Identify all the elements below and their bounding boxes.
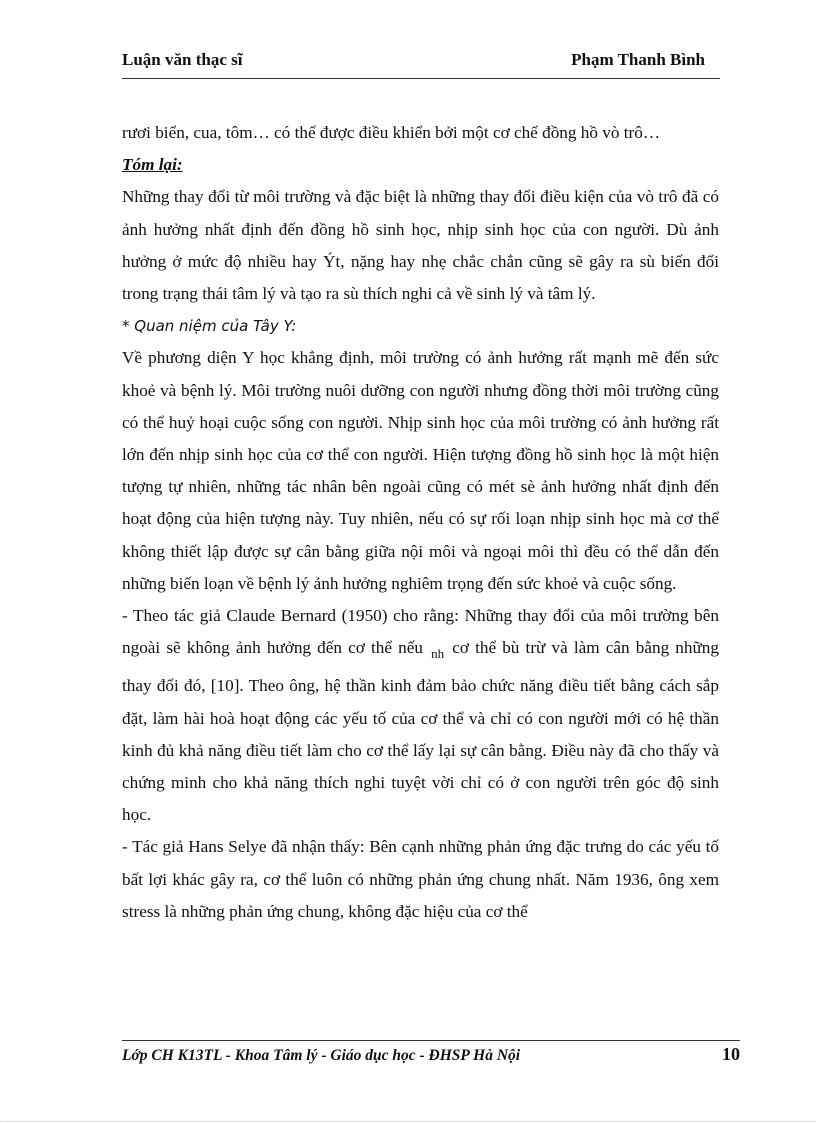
header-thesis-label: Luận văn thạc sĩ	[122, 50, 243, 69]
bernard-paragraph	[122, 600, 719, 831]
intro-paragraph: rươi biển, cua, tôm… có thể được điều khiển bởi một cơ chế đồng hồ vò trô…	[122, 123, 661, 142]
bernard-text-end: cơ thể bù trừ và làm cân bằng những thay đổi đó, [10]. Theo ông, hệ thần kinh đảm bảo chức năng điều tiết bằng cách sắp đặt, làm hài hoà hoạt động các yếu tố của cơ thể và chỉ có con người mới có hệ thần kinh đủ khả năng điều tiết làm cho cơ thể lấy lại sự cân bằng. Điều này đã cho thấy và chứng minh cho khả năng thích nghi tuyệt vời chỉ có ở con người trên góc độ sinh học.	[122, 638, 719, 825]
bernard-text-start: - Theo tác giả Claude Bernard (1950) cho rằng: Những thay đổi của môi trường bên ngoài sẽ không ảnh hưởng đến cơ thể nếu	[122, 606, 719, 658]
header-author-name: Phạm Thanh Bình	[571, 50, 705, 69]
selye-paragraph: - Tác giả Hans Selye đã nhận thấy: Bên cạnh những phản ứng đặc trưng do các yếu tố bất lợi khác gây ra, cơ thể luôn có những phản ứng chung nhất. Năm 1936, ông xem stress là những phản ứng chung, không đặc hiệu của cơ thể	[122, 837, 719, 921]
summary-paragraph: Những thay đổi từ môi trường và đặc biệt là những thay đổi điều kiện của vò trô đã có ảnh hưởng nhất định đến đồng hồ sinh học, nhịp sinh học của con người. Dù ảnh hưởng ở mức độ nhiều hay Ýt, nặng hay nhẹ chắc chắn cũng sẽ gây ra sù biến đổi trong trạng thái tâm lý và tạo ra sù thích nghi cả về sinh lý và tâm lý.	[122, 187, 719, 304]
page-body	[122, 117, 719, 928]
page-header	[122, 48, 720, 79]
footer-class-info: Lớp CH K13TL - Khoa Tâm lý - Giáo dục học - ĐHSP Hà Nội	[122, 1047, 521, 1064]
western-medicine-heading: * Quan niệm của Tây Y:	[122, 317, 297, 336]
page-number: 10	[722, 1044, 740, 1064]
bernard-inline-marker: nh	[431, 646, 445, 662]
western-medicine-paragraph: Về phương diện Y học khẳng định, môi trường có ảnh hưởng rất mạnh mẽ đến sức khoẻ và bệnh lý. Môi trường nuôi dưỡng con người nhưng đồng thời môi trường cũng có thể huỷ hoại cuộc sống con người. Nhịp sinh học của môi trường có ảnh hưởng rất lớn đến nhịp sinh học của cơ thể con người. Hiện tượng đồng hồ sinh học là một hiện tượng tự nhiên, những tác nhân bên ngoài cũng có mét sè ảnh hưởng nhất định đến hoạt động của hiện tượng này. Tuy nhiên, nếu có sự rối loạn nhịp sinh học mà cơ thể không thiết lập được sự cân bằng giữa nội môi và ngoại môi thì đều có thể dẫn đến những biến loạn về bệnh lý ảnh hưởng nghiêm trọng đến sức khoẻ và cuộc sống.	[122, 348, 719, 593]
page-bottom-divider	[0, 1121, 816, 1122]
page-footer	[122, 1040, 740, 1071]
summary-heading: Tóm lại:	[122, 155, 183, 175]
